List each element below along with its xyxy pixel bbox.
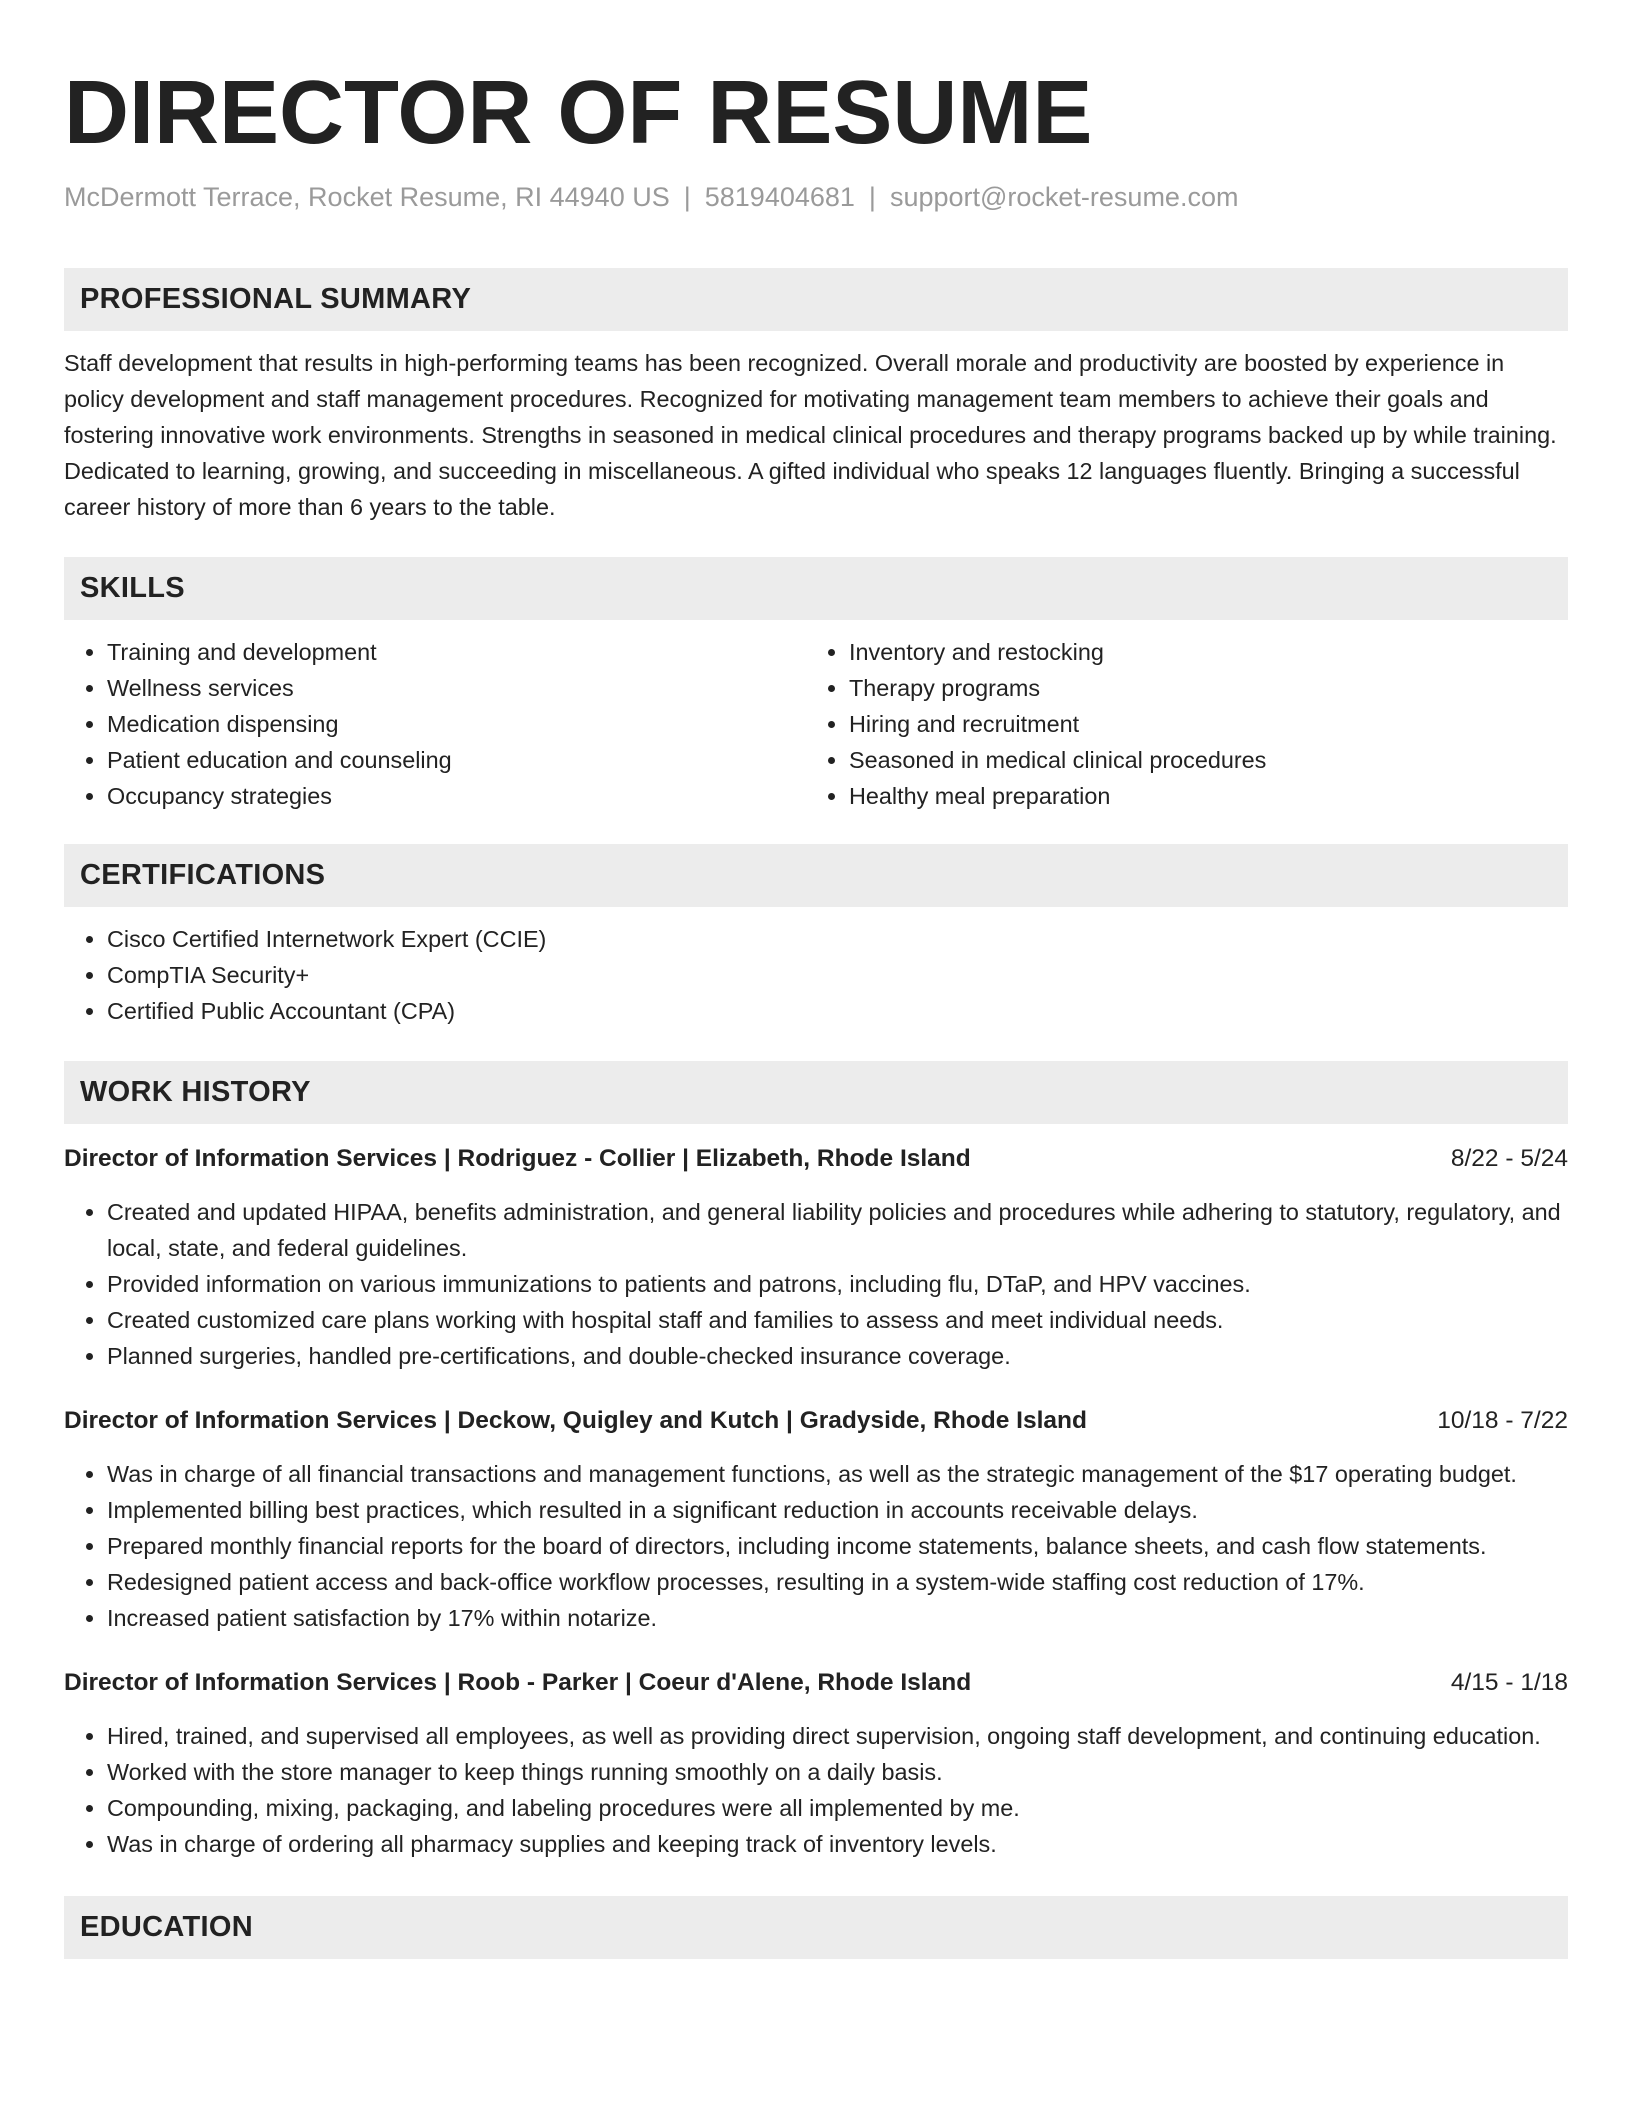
skill-item: • Wellness services xyxy=(107,670,806,706)
summary-text: Staff development that results in high-performing teams has been recognized. Overall morale and productivity are boosted by experience in policy development and staff management procedures. Recognized for motivating management team members to achieve their goals and fostering innovative work environments. Strengths in seasoned in medical clinical procedures and therapy programs backed up by while training. Dedicated to learning, growing, and succeeding in miscellaneous. A gifted individual who speaks 12 languages fluently. Bringing a successful career history of more than 6 years to the table. xyxy=(64,350,1557,520)
job-bullet: • Planned surgeries, handled pre-certifications, and double-checked insurance coverage. xyxy=(107,1338,1568,1374)
job-bullet: • Compounding, mixing, packaging, and labeling procedures were all implemented by me. xyxy=(107,1790,1568,1826)
job-dates: 8/22 - 5/24 xyxy=(1450,1145,1568,1172)
job-header xyxy=(64,1666,1568,1700)
certification-item: • Cisco Certified Internetwork Expert (CCIE) xyxy=(107,921,1568,957)
resume-name: DIRECTOR OF RESUME xyxy=(64,63,1093,163)
contact-line xyxy=(64,182,1568,222)
job-dates: 10/18 - 7/22 xyxy=(1437,1407,1568,1434)
skills-list xyxy=(64,634,1568,814)
section-heading-education: EDUCATION xyxy=(64,1896,1568,1959)
job-bullet: • Worked with the store manager to keep things running smoothly on a daily basis. xyxy=(107,1754,1568,1790)
job-bullet: • Was in charge of ordering all pharmacy supplies and keeping track of inventory levels. xyxy=(107,1826,1568,1862)
certifications-list xyxy=(64,921,1568,1029)
contact-email: support@rocket-resume.com xyxy=(889,182,1239,212)
job-header xyxy=(64,1142,1568,1176)
job-header xyxy=(64,1404,1568,1438)
skills-column-right xyxy=(806,634,1548,814)
job-bullet: • Created and updated HIPAA, benefits administration, and general liability policies and procedures while adhering to statutory, regulatory, and local, state, and federal guidelines. xyxy=(107,1194,1568,1266)
skill-item: • Seasoned in medical clinical procedures xyxy=(849,742,1548,778)
job-bullet: • Increased patient satisfaction by 17% within notarize. xyxy=(107,1600,1568,1636)
job-bullet: • Hired, trained, and supervised all employees, as well as providing direct supervision, ongoing staff development, and continuing education. xyxy=(107,1718,1568,1754)
skill-item: • Therapy programs xyxy=(849,670,1548,706)
job-bullet: • Was in charge of all financial transactions and management functions, as well as the strategic management of the $17 operating budget. xyxy=(107,1456,1568,1492)
contact-separator: | xyxy=(868,182,876,212)
job-dates: 4/15 - 1/18 xyxy=(1450,1669,1568,1696)
job-bullets xyxy=(64,1456,1568,1636)
job-bullet: • Redesigned patient access and back-office workflow processes, resulting in a system-wide staffing cost reduction of 17%. xyxy=(107,1564,1568,1600)
job-bullet: • Implemented billing best practices, which resulted in a significant reduction in accounts receivable delays. xyxy=(107,1492,1568,1528)
skill-item: • Training and development xyxy=(107,634,806,670)
certification-item: • CompTIA Security+ xyxy=(107,957,1568,993)
job-bullets xyxy=(64,1194,1568,1374)
skill-item: • Medication dispensing xyxy=(107,706,806,742)
skill-item: • Hiring and recruitment xyxy=(849,706,1548,742)
job-entry xyxy=(64,1142,1568,1374)
job-bullets xyxy=(64,1718,1568,1862)
job-title: Director of Information Services | Rodriguez - Collier | Elizabeth, Rhode Island xyxy=(64,1145,971,1172)
job-entry xyxy=(64,1404,1568,1636)
job-bullet: • Provided information on various immunizations to patients and patrons, including flu, DTaP, and HPV vaccines. xyxy=(107,1266,1568,1302)
skill-item: • Inventory and restocking xyxy=(849,634,1548,670)
skills-column-left xyxy=(64,634,806,814)
section-heading-work-history: WORK HISTORY xyxy=(64,1061,1568,1124)
section-heading-skills: SKILLS xyxy=(64,557,1568,620)
skill-item: • Occupancy strategies xyxy=(107,778,806,814)
contact-phone: 5819404681 xyxy=(704,182,855,212)
job-title: Director of Information Services | Roob - Parker | Coeur d'Alene, Rhode Island xyxy=(64,1669,972,1696)
skill-item: • Patient education and counseling xyxy=(107,742,806,778)
section-heading-summary: PROFESSIONAL SUMMARY xyxy=(64,268,1568,331)
job-title: Director of Information Services | Deckow, Quigley and Kutch | Gradyside, Rhode Island xyxy=(64,1407,1087,1434)
contact-separator: | xyxy=(683,182,691,212)
job-entry xyxy=(64,1666,1568,1862)
contact-address: McDermott Terrace, Rocket Resume, RI 44940 US xyxy=(64,182,670,212)
job-bullet: • Prepared monthly financial reports for the board of directors, including income statements, balance sheets, and cash flow statements. xyxy=(107,1528,1568,1564)
skill-item: • Healthy meal preparation xyxy=(849,778,1548,814)
section-heading-certifications: CERTIFICATIONS xyxy=(64,844,1568,907)
job-bullet: • Created customized care plans working with hospital staff and families to assess and meet individual needs. xyxy=(107,1302,1568,1338)
certification-item: • Certified Public Accountant (CPA) xyxy=(107,993,1568,1029)
